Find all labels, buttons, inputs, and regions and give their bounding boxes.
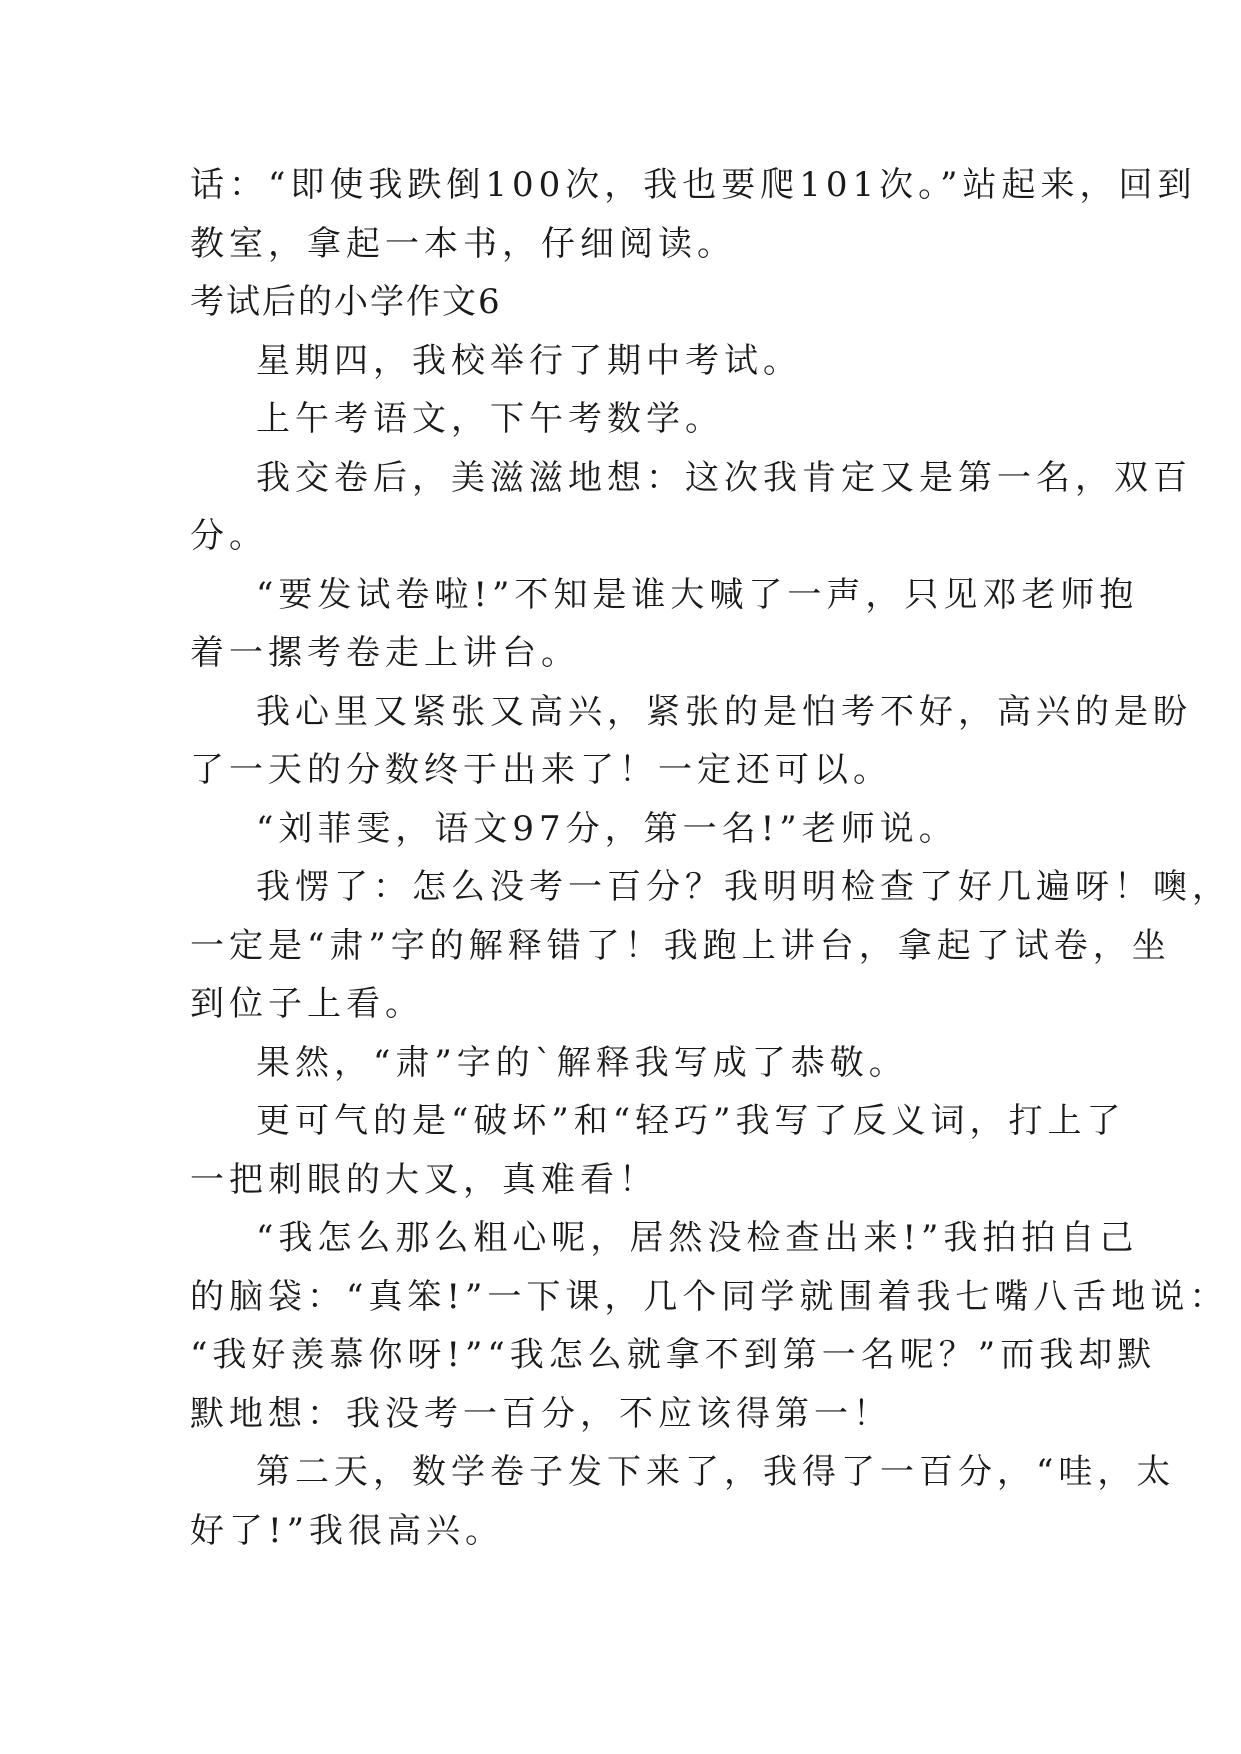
text-line: 一把刺眼的大叉，真难看！ bbox=[190, 1159, 658, 1200]
text-line: 教室，拿起一本书，仔细阅读。 bbox=[190, 223, 736, 264]
paragraph-line: 果然，“肃”字的`解释我写成了恭敬。 bbox=[256, 1042, 908, 1083]
paragraph-line: 第二天，数学卷子发下来了，我得了一百分，“哇，太 bbox=[256, 1452, 1176, 1492]
paragraph-line: 更可气的是“破坏”和“轻巧”我写了反义词，打上了 bbox=[256, 1101, 1126, 1141]
paragraph-line: 我心里又紧张又高兴，紧张的是怕考不好，高兴的是盼 bbox=[256, 691, 1192, 732]
text-line: 了一天的分数终于出来了！一定还可以。 bbox=[190, 750, 892, 790]
essay-title: 考试后的小学作文6 bbox=[190, 282, 502, 322]
paragraph-line: 我愣了：怎么没考一百分？我明明检查了好几遍呀！噢， bbox=[256, 867, 1231, 907]
text-line: 好了!”我很高兴。 bbox=[190, 1510, 505, 1551]
paragraph-line: “要发试卷啦!”不知是谁大喊了一声，只见邓老师抱 bbox=[256, 574, 1139, 615]
document-page bbox=[190, 156, 1231, 1560]
text-line: 到位子上看。 bbox=[190, 984, 424, 1024]
paragraph-line: “刘菲雯，语文97分，第一名!”老师说。 bbox=[256, 808, 958, 849]
text-line: 一定是“肃”字的解释错了！我跑上讲台，拿起了试卷，坐 bbox=[190, 925, 1171, 966]
paragraph-line: 星期四，我校举行了期中考试。 bbox=[256, 340, 802, 381]
paragraph-line: “我怎么那么粗心呢，居然没检查出来!”我拍拍自己 bbox=[256, 1218, 1139, 1258]
text-line: 默地想：我没考一百分，不应该得第一！ bbox=[190, 1393, 892, 1434]
text-line: 的脑袋：“真笨!”一下课，几个同学就围着我七嘴八舌地说： bbox=[190, 1276, 1229, 1317]
text-line: 分。 bbox=[190, 516, 268, 556]
text-line: “我好羡慕你呀!”“我怎么就拿不到第一名呢？”而我却默 bbox=[190, 1335, 1157, 1375]
text-line: 着一摞考卷走上讲台。 bbox=[190, 633, 580, 673]
text-line: 话：“即使我跌倒100次，我也要爬101次。”站起来，回到 bbox=[190, 165, 1197, 205]
paragraph-line: 我交卷后，美滋滋地想：这次我肯定又是第一名，双百 bbox=[256, 457, 1192, 498]
paragraph-line: 上午考语文，下午考数学。 bbox=[256, 399, 724, 439]
